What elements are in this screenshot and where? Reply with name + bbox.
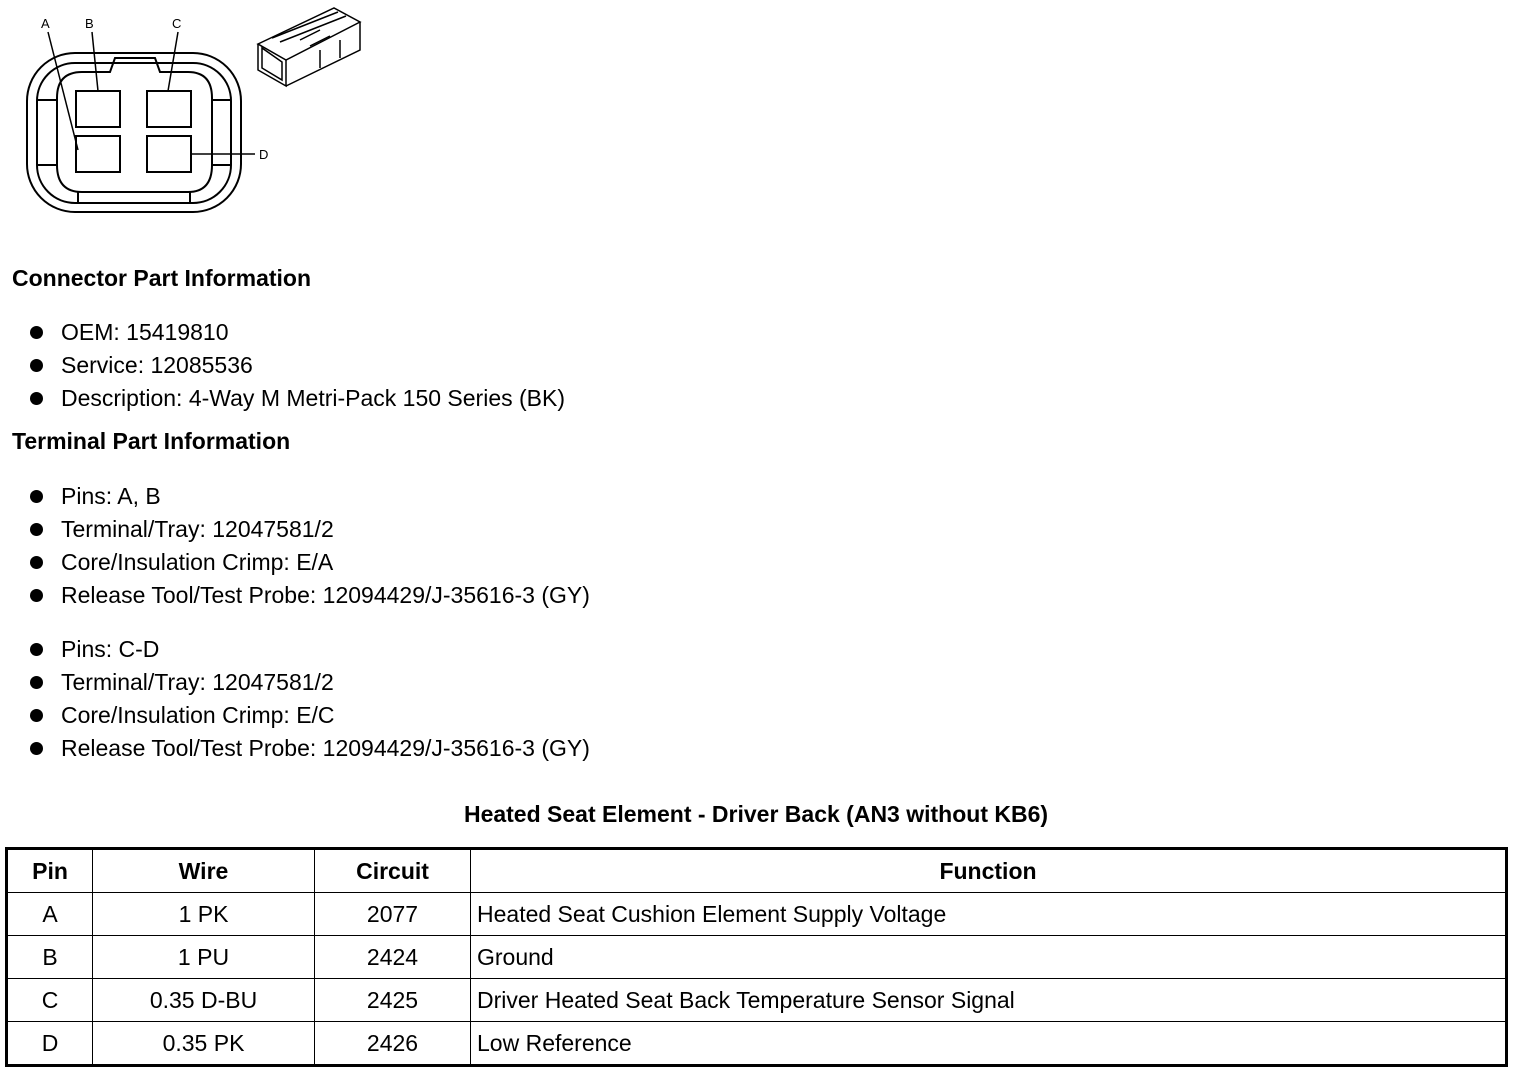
cell-circuit: 2077 [315,893,471,936]
cell-wire: 0.35 D-BU [93,979,315,1022]
list-item: Service: 12085536 [28,349,565,382]
cavity-a [76,136,120,172]
header-function: Function [471,849,1507,893]
pin-table-title: Heated Seat Element - Driver Back (AN3 without KB6) [463,801,1049,827]
cell-pin: B [7,936,93,979]
bullet-icon [30,589,43,602]
cell-function: Heated Seat Cushion Element Supply Voltage [471,893,1507,936]
bullet-icon [30,676,43,689]
bullet-icon [30,643,43,656]
bullet-icon [30,326,43,339]
list-item: Release Tool/Test Probe: 12094429/J-35616-3 (GY) [28,579,590,612]
connector-diagram [0,0,380,230]
cell-function: Driver Heated Seat Back Temperature Sensor Signal [471,979,1507,1022]
pin-label-c: C [172,16,182,31]
bullet-icon [30,709,43,722]
table-row [7,936,1507,979]
table-row [7,893,1507,936]
list-item: OEM: 15419810 [28,316,565,349]
terminal-group-1-list [28,480,590,612]
terminal-group-2-list [28,633,590,765]
table-header-row [7,849,1507,893]
cavity-b [76,91,120,127]
cell-pin: A [7,893,93,936]
pin-label-a: A [41,16,50,31]
list-item: Pins: C-D [28,633,590,666]
cell-function: Ground [471,936,1507,979]
bullet-icon [30,523,43,536]
list-item: Release Tool/Test Probe: 12094429/J-35616-3 (GY) [28,732,590,765]
list-item: Core/Insulation Crimp: E/C [28,699,590,732]
cell-wire: 0.35 PK [93,1022,315,1066]
header-circuit: Circuit [315,849,471,893]
bullet-icon [30,392,43,405]
list-item: Core/Insulation Crimp: E/A [28,546,590,579]
header-wire: Wire [93,849,315,893]
table-row [7,979,1507,1022]
cell-circuit: 2425 [315,979,471,1022]
cell-circuit: 2426 [315,1022,471,1066]
terminal-part-info-heading: Terminal Part Information [12,428,291,454]
bullet-icon [30,742,43,755]
list-item: Pins: A, B [28,480,590,513]
list-item: Terminal/Tray: 12047581/2 [28,666,590,699]
connector-part-info-heading: Connector Part Information [12,265,312,291]
pin-table [5,847,1508,1067]
list-item: Description: 4-Way M Metri-Pack 150 Series (BK) [28,382,565,415]
pin-label-d: D [259,147,269,162]
cell-pin: D [7,1022,93,1066]
bullet-icon [30,490,43,503]
header-pin: Pin [7,849,93,893]
connector-part-info-list [28,316,565,415]
cell-function: Low Reference [471,1022,1507,1066]
cavity-c [147,91,191,127]
cell-pin: C [7,979,93,1022]
bullet-icon [30,556,43,569]
cell-wire: 1 PU [93,936,315,979]
cell-wire: 1 PK [93,893,315,936]
bullet-icon [30,359,43,372]
pin-label-b: B [85,16,94,31]
connector-3d-view [258,8,360,86]
cavity-d [147,136,191,172]
list-item: Terminal/Tray: 12047581/2 [28,513,590,546]
table-row [7,1022,1507,1066]
cell-circuit: 2424 [315,936,471,979]
